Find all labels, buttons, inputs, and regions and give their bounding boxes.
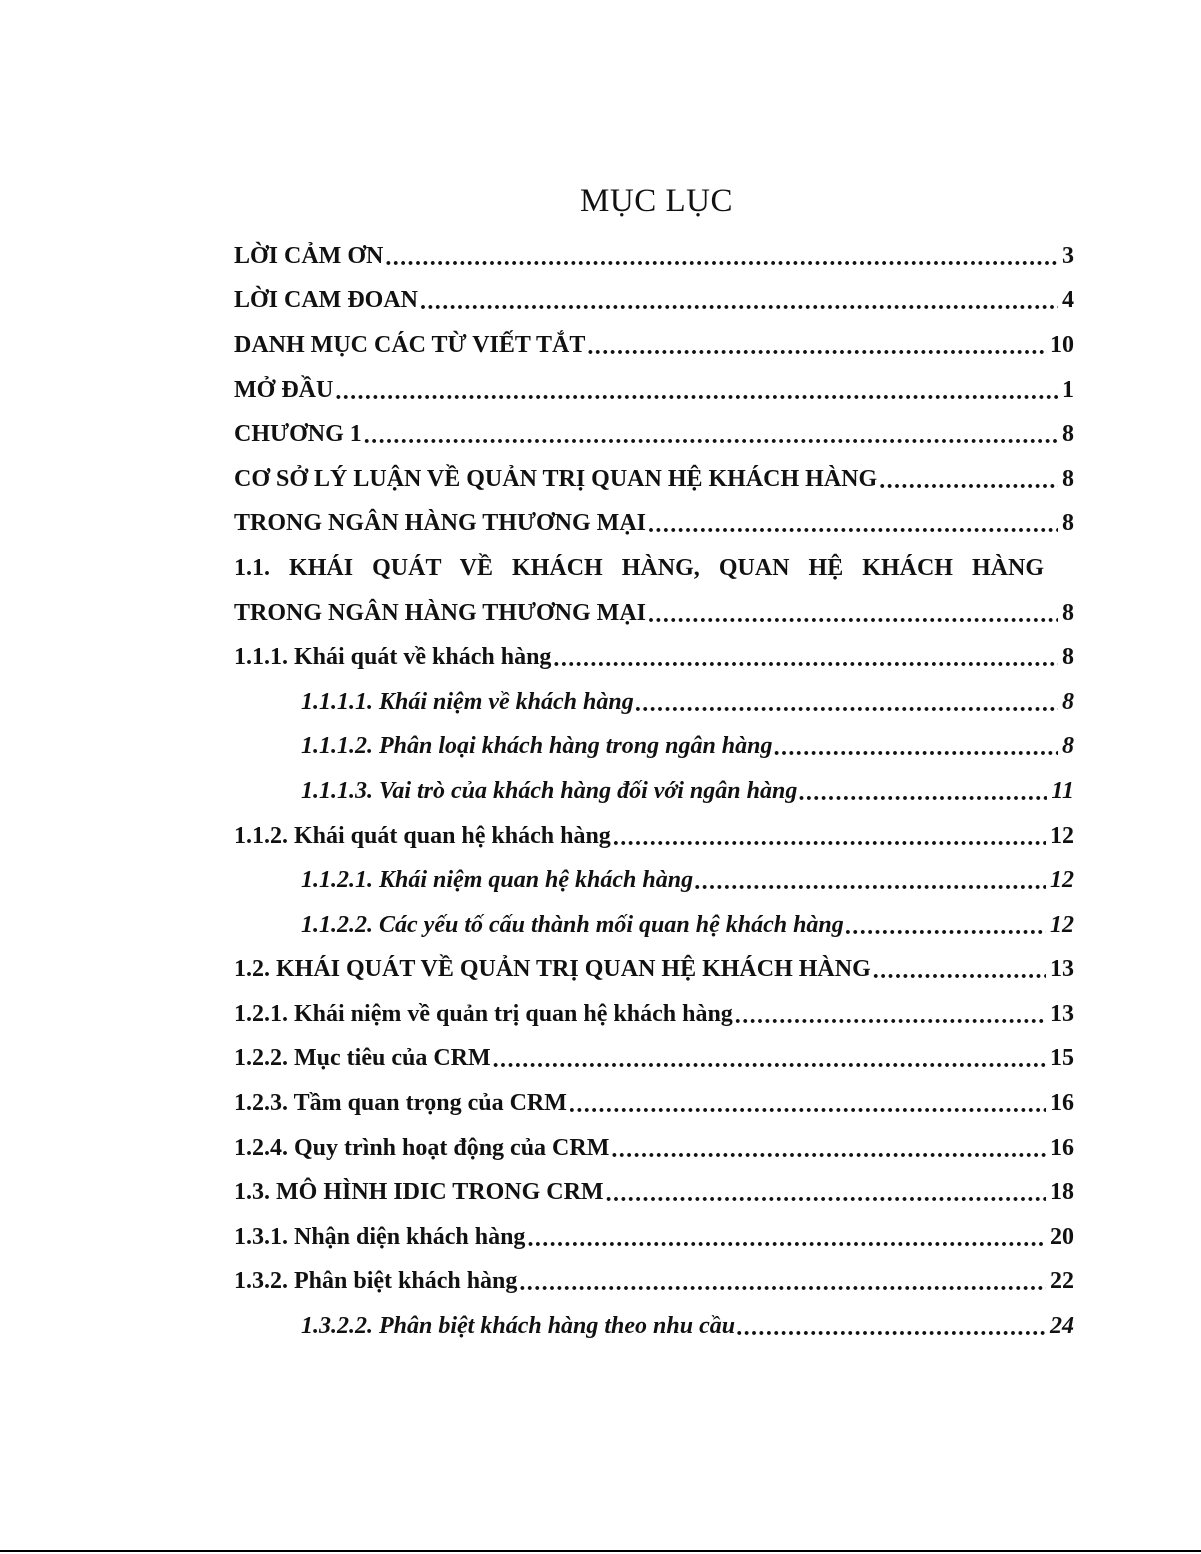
toc-entry[interactable] bbox=[234, 948, 1074, 993]
toc-entry[interactable] bbox=[234, 769, 1074, 814]
toc-entry-page: 11 bbox=[1051, 777, 1074, 804]
toc-entry-page: 18 bbox=[1050, 1179, 1074, 1206]
toc-entry[interactable] bbox=[234, 502, 1074, 547]
toc-entry-page: 13 bbox=[1050, 1000, 1074, 1027]
toc-entry-text: 1.3.2.2. Phân biệt khách hàng theo nhu cầu bbox=[301, 1313, 736, 1340]
toc-entry-page: 20 bbox=[1050, 1223, 1074, 1250]
toc-entry-page: 8 bbox=[1062, 465, 1074, 492]
dot-leader bbox=[569, 1092, 1046, 1119]
dot-leader bbox=[873, 958, 1046, 985]
toc-entry-text: MỞ ĐẦU bbox=[234, 376, 334, 403]
toc-entry-page: 16 bbox=[1050, 1134, 1074, 1161]
toc-entry[interactable] bbox=[234, 1170, 1074, 1215]
toc-entry-page: 1 bbox=[1062, 376, 1074, 403]
toc-entry[interactable] bbox=[234, 279, 1074, 324]
toc-entry[interactable] bbox=[234, 1037, 1074, 1082]
toc-entry[interactable] bbox=[234, 368, 1074, 413]
toc-entry-text: 1.1.1. Khái quát về khách hàng bbox=[234, 644, 552, 671]
toc-entry-page: 12 bbox=[1050, 867, 1074, 894]
toc-entry[interactable] bbox=[234, 1081, 1074, 1126]
dot-leader bbox=[879, 468, 1058, 495]
page-bottom-edge bbox=[0, 1550, 1201, 1552]
dot-leader bbox=[519, 1270, 1046, 1297]
dot-leader bbox=[606, 1181, 1046, 1208]
toc-entry-text: 1.2.1. Khái niệm về quản trị quan hệ khách hàng bbox=[234, 1000, 733, 1027]
toc-entry-text: LỜI CAM ĐOAN bbox=[234, 287, 418, 314]
page-title: MỤC LỤC bbox=[580, 183, 733, 219]
toc-entry-text: 1.1. KHÁI QUÁT VỀ KHÁCH HÀNG, QUAN HỆ KHÁCH HÀNG bbox=[234, 554, 1044, 581]
dot-leader bbox=[648, 602, 1058, 629]
toc-entry[interactable] bbox=[234, 412, 1074, 457]
dot-leader bbox=[774, 735, 1058, 762]
toc-entry[interactable] bbox=[234, 234, 1074, 279]
toc-entry-text: 1.2. KHÁI QUÁT VỀ QUẢN TRỊ QUAN HỆ KHÁCH HÀNG bbox=[234, 956, 871, 983]
dot-leader bbox=[335, 379, 1058, 406]
toc-entry-text: 1.1.1.2. Phân loại khách hàng trong ngân hàng bbox=[301, 733, 773, 760]
toc-entry-page: 16 bbox=[1050, 1090, 1074, 1117]
toc-entry[interactable] bbox=[234, 725, 1074, 770]
dot-leader bbox=[493, 1047, 1046, 1074]
toc-entry-text: 1.1.1.1. Khái niệm về khách hàng bbox=[301, 688, 634, 715]
dot-leader bbox=[737, 1315, 1046, 1342]
toc-entry[interactable] bbox=[234, 858, 1074, 903]
toc-entry-text: CƠ SỞ LÝ LUẬN VỀ QUẢN TRỊ QUAN HỆ KHÁCH HÀNG bbox=[234, 465, 878, 492]
toc-entry-text: LỜI CẢM ƠN bbox=[234, 242, 384, 269]
toc-entry-page: 15 bbox=[1050, 1045, 1074, 1072]
toc-entry[interactable] bbox=[234, 814, 1074, 859]
dot-leader bbox=[799, 780, 1047, 807]
toc-entry[interactable] bbox=[234, 546, 1074, 591]
toc-entry-text: 1.3. MÔ HÌNH IDIC TRONG CRM bbox=[234, 1179, 604, 1206]
dot-leader bbox=[735, 1003, 1046, 1030]
toc-entry-text: 1.1.1.3. Vai trò của khách hàng đối với ngân hàng bbox=[301, 777, 798, 804]
toc-entry-text: 1.2.2. Mục tiêu của CRM bbox=[234, 1045, 491, 1072]
toc-entry[interactable] bbox=[234, 1260, 1074, 1305]
toc-entry-page: 8 bbox=[1062, 599, 1074, 626]
toc-entry[interactable] bbox=[234, 1304, 1074, 1349]
toc-entry[interactable] bbox=[234, 323, 1074, 368]
toc-entry-text: 1.2.3. Tầm quan trọng của CRM bbox=[234, 1090, 567, 1117]
toc-entry[interactable] bbox=[234, 635, 1074, 680]
toc-entry-text: TRONG NGÂN HÀNG THƯƠNG MẠI bbox=[234, 599, 647, 626]
toc-entry[interactable] bbox=[234, 1215, 1074, 1260]
dot-leader bbox=[553, 646, 1058, 673]
toc-entry-text: 1.1.2.2. Các yếu tố cấu thành mối quan hệ khách hàng bbox=[301, 911, 844, 938]
toc-entry-page: 10 bbox=[1050, 331, 1074, 358]
dot-leader bbox=[846, 914, 1046, 941]
toc-entry[interactable] bbox=[234, 680, 1074, 725]
toc-entry-page: 22 bbox=[1050, 1268, 1074, 1295]
table-of-contents bbox=[234, 234, 1074, 1349]
toc-entry-text: CHƯƠNG 1 bbox=[234, 421, 362, 448]
dot-leader bbox=[385, 245, 1058, 272]
toc-entry-page: 8 bbox=[1062, 733, 1074, 760]
dot-leader bbox=[587, 334, 1046, 361]
toc-entry-text: TRONG NGÂN HÀNG THƯƠNG MẠI bbox=[234, 510, 647, 537]
toc-entry-page: 4 bbox=[1062, 287, 1074, 314]
dot-leader bbox=[527, 1226, 1046, 1253]
dot-leader bbox=[420, 289, 1058, 316]
dot-leader bbox=[648, 512, 1058, 539]
toc-entry-page: 24 bbox=[1050, 1313, 1074, 1340]
toc-entry[interactable] bbox=[234, 591, 1074, 636]
toc-entry[interactable] bbox=[234, 992, 1074, 1037]
toc-entry-text: 1.2.4. Quy trình hoạt động của CRM bbox=[234, 1134, 610, 1161]
dot-leader bbox=[613, 825, 1046, 852]
toc-entry[interactable] bbox=[234, 457, 1074, 502]
toc-entry-text: DANH MỤC CÁC TỪ VIẾT TẮT bbox=[234, 331, 586, 358]
toc-entry-page: 3 bbox=[1062, 242, 1074, 269]
toc-entry-text: 1.3.1. Nhận diện khách hàng bbox=[234, 1223, 526, 1250]
toc-entry-page: 8 bbox=[1062, 688, 1074, 715]
dot-leader bbox=[636, 691, 1058, 718]
toc-entry-page: 8 bbox=[1062, 510, 1074, 537]
toc-entry-text: 1.1.2.1. Khái niệm quan hệ khách hàng bbox=[301, 867, 694, 894]
toc-entry-page: 12 bbox=[1050, 911, 1074, 938]
toc-entry-page: 13 bbox=[1050, 956, 1074, 983]
toc-entry-page: 12 bbox=[1050, 822, 1074, 849]
dot-leader bbox=[611, 1137, 1046, 1164]
toc-entry-text: 1.3.2. Phân biệt khách hàng bbox=[234, 1268, 518, 1295]
toc-entry[interactable] bbox=[234, 1126, 1074, 1171]
toc-entry-page: 8 bbox=[1062, 644, 1074, 671]
toc-entry-text: 1.1.2. Khái quát quan hệ khách hàng bbox=[234, 822, 611, 849]
dot-leader bbox=[364, 423, 1058, 450]
dot-leader bbox=[695, 869, 1046, 896]
toc-entry-page: 8 bbox=[1062, 421, 1074, 448]
toc-entry[interactable] bbox=[234, 903, 1074, 948]
